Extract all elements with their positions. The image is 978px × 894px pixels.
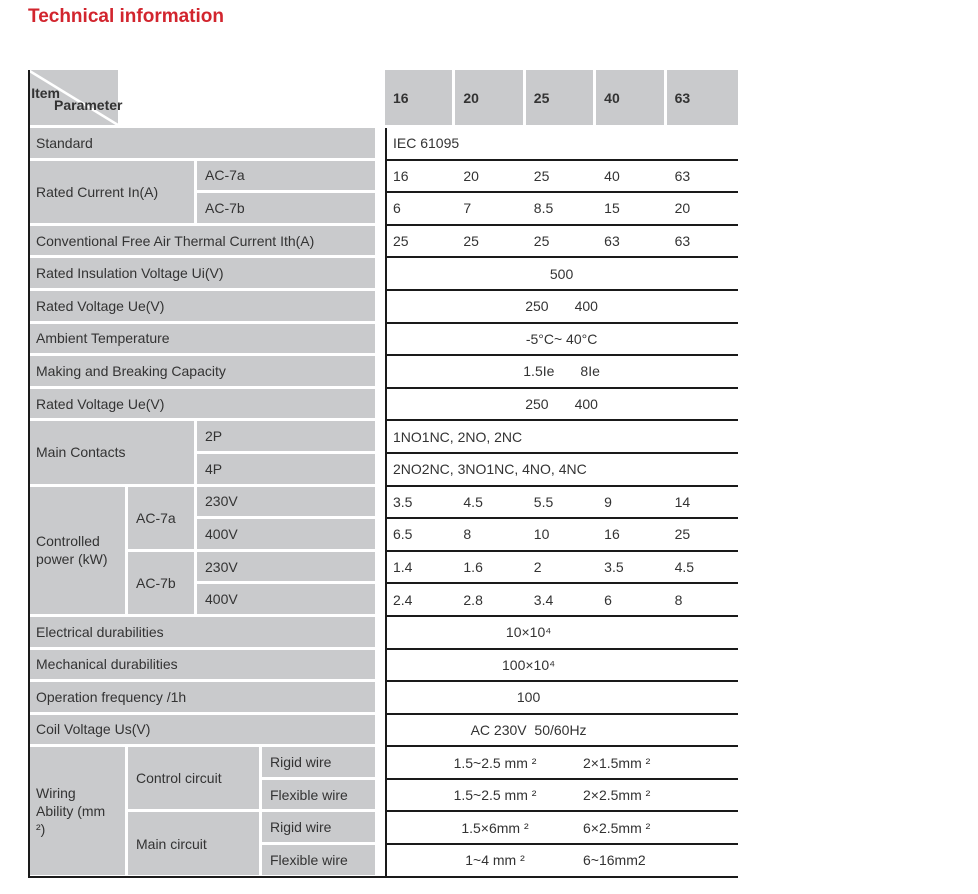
cell-value: 25 [526, 161, 596, 194]
column-header-63: 63 [667, 70, 739, 128]
operation-frequency-value: 100 [385, 682, 738, 715]
value-a: 1.5~2.5 mm ² [453, 787, 537, 804]
sub-label-control-flexible: Flexible wire [262, 780, 385, 813]
cell-value: 15 [596, 193, 666, 226]
sub-label-cp-ac7b: AC-7b [128, 552, 197, 617]
main-rigid-values [385, 812, 738, 845]
value-b: 2×1.5mm ² [583, 754, 651, 771]
row-label-mechanical-durabilities: Mechanical durabilities [28, 650, 385, 683]
control-flexible-values [385, 780, 738, 813]
row-label-main-contacts: Main Contacts [28, 421, 197, 486]
rated-voltage-1-values [385, 291, 738, 324]
value-a: 1.5~2.5 mm ² [453, 754, 537, 771]
header-parameter-label: Parameter [54, 97, 123, 113]
row-label-rated-voltage-2: Rated Voltage Ue(V) [28, 389, 385, 422]
table-bottom-rule [28, 876, 737, 878]
row-label-rated-current: Rated Current In(A) [28, 161, 197, 226]
sub-label-cp-ac7b-400v: 400V [197, 584, 385, 617]
value-a: 1.5×6mm ² [461, 819, 529, 836]
cell-value: 1.6 [455, 552, 525, 585]
table-left-rule [28, 70, 30, 878]
sub-label-4p: 4P [197, 454, 385, 487]
cell-value: 14 [667, 487, 739, 520]
mechanical-durabilities-value: 100×10⁴ [385, 650, 738, 683]
value-a: 250 [525, 298, 549, 315]
cell-value: 8 [455, 519, 525, 552]
row-label-making-breaking: Making and Breaking Capacity [28, 356, 385, 389]
cell-value: 3.4 [526, 584, 596, 617]
cell-value: 10 [526, 519, 596, 552]
cell-value: 63 [596, 226, 666, 259]
row-label-coil-voltage: Coil Voltage Us(V) [28, 715, 385, 748]
row-label-controlled-power: Controlled power (kW) [28, 487, 128, 617]
cell-value: 4.5 [667, 552, 739, 585]
data-area-left-rule [385, 128, 387, 878]
cell-value: 1.4 [385, 552, 455, 585]
main-contacts-2p-value: 1NO1NC, 2NO, 2NC [385, 421, 738, 454]
cell-value: 7 [455, 193, 525, 226]
technical-info-table [28, 70, 737, 878]
row-label-operation-frequency: Operation frequency /1h [28, 682, 385, 715]
row-label-electrical-durabilities: Electrical durabilities [28, 617, 385, 650]
cell-value: 25 [385, 226, 455, 259]
cell-value: 63 [667, 161, 739, 194]
column-header-25: 25 [526, 70, 596, 128]
cell-value: 6 [385, 193, 455, 226]
sub-label-control-rigid: Rigid wire [262, 747, 385, 780]
cell-value: 16 [385, 161, 455, 194]
row-label-rated-voltage-1: Rated Voltage Ue(V) [28, 291, 385, 324]
value-b: 400 [574, 396, 598, 413]
sub-label-main-rigid: Rigid wire [262, 812, 385, 845]
column-header-20: 20 [455, 70, 525, 128]
row-label-insulation-voltage: Rated Insulation Voltage Ui(V) [28, 258, 385, 291]
cell-value: 2.8 [455, 584, 525, 617]
main-contacts-4p-value: 2NO2NC, 3NO1NC, 4NO, 4NC [385, 454, 738, 487]
value-a: 250 [525, 396, 549, 413]
cell-value: 2 [526, 552, 596, 585]
cell-value: 3.5 [385, 487, 455, 520]
control-rigid-values [385, 747, 738, 780]
value-b: 2×2.5mm ² [583, 787, 651, 804]
value-b: 400 [574, 298, 598, 315]
insulation-voltage-value: 500 [385, 258, 738, 291]
header-parameter-item-cell [28, 70, 128, 128]
row-label-wiring-ability: Wiring Ability (mm ²) [28, 747, 128, 877]
making-breaking-values [385, 356, 738, 389]
row-label-ambient-temperature: Ambient Temperature [28, 324, 385, 357]
column-header-40: 40 [596, 70, 666, 128]
cell-value: 4.5 [455, 487, 525, 520]
coil-voltage-value: AC 230V 50/60Hz [385, 715, 738, 748]
cell-value: 25 [667, 519, 739, 552]
cell-value: 6 [596, 584, 666, 617]
electrical-durabilities-value: 10×10⁴ [385, 617, 738, 650]
value-a: 1~4 mm ² [465, 852, 525, 869]
cell-value: 16 [596, 519, 666, 552]
cell-value: 25 [455, 226, 525, 259]
sub-label-cp-ac7a: AC-7a [128, 487, 197, 552]
sub-label-control-circuit: Control circuit [128, 747, 262, 812]
cell-value: 2.4 [385, 584, 455, 617]
page-title: Technical information [28, 6, 225, 27]
row-label-thermal-current: Conventional Free Air Thermal Current Ith(A) [28, 226, 385, 259]
cell-value: 8 [667, 584, 739, 617]
header-item-label: Item [31, 85, 60, 101]
rated-voltage-2-values [385, 389, 738, 422]
ambient-temperature-value: -5°C~ 40°C [385, 324, 738, 357]
value-b: 6×2.5mm ² [583, 819, 651, 836]
cell-value: 20 [667, 193, 739, 226]
cell-value: 5.5 [526, 487, 596, 520]
sub-label-cp-ac7a-230v: 230V [197, 487, 385, 520]
cell-value: 9 [596, 487, 666, 520]
main-flexible-values [385, 845, 738, 878]
sub-label-cp-ac7b-230v: 230V [197, 552, 385, 585]
sub-label-main-circuit: Main circuit [128, 812, 262, 877]
value-b: 6~16mm2 [583, 852, 646, 869]
standard-value: IEC 61095 [385, 128, 738, 161]
value-b: 8Ie [580, 363, 600, 380]
sub-label-ac7b: AC-7b [197, 193, 385, 226]
cell-value: 63 [667, 226, 739, 259]
cell-value: 8.5 [526, 193, 596, 226]
row-label-standard: Standard [28, 128, 385, 161]
sub-label-ac7a: AC-7a [197, 161, 385, 194]
cell-value: 3.5 [596, 552, 666, 585]
cell-value: 6.5 [385, 519, 455, 552]
cell-value: 40 [596, 161, 666, 194]
sub-label-main-flexible: Flexible wire [262, 845, 385, 878]
sub-label-2p: 2P [197, 421, 385, 454]
column-header-16: 16 [385, 70, 455, 128]
sub-label-cp-ac7a-400v: 400V [197, 519, 385, 552]
cell-value: 25 [526, 226, 596, 259]
cell-value: 20 [455, 161, 525, 194]
value-a: 1.5Ie [523, 363, 555, 380]
